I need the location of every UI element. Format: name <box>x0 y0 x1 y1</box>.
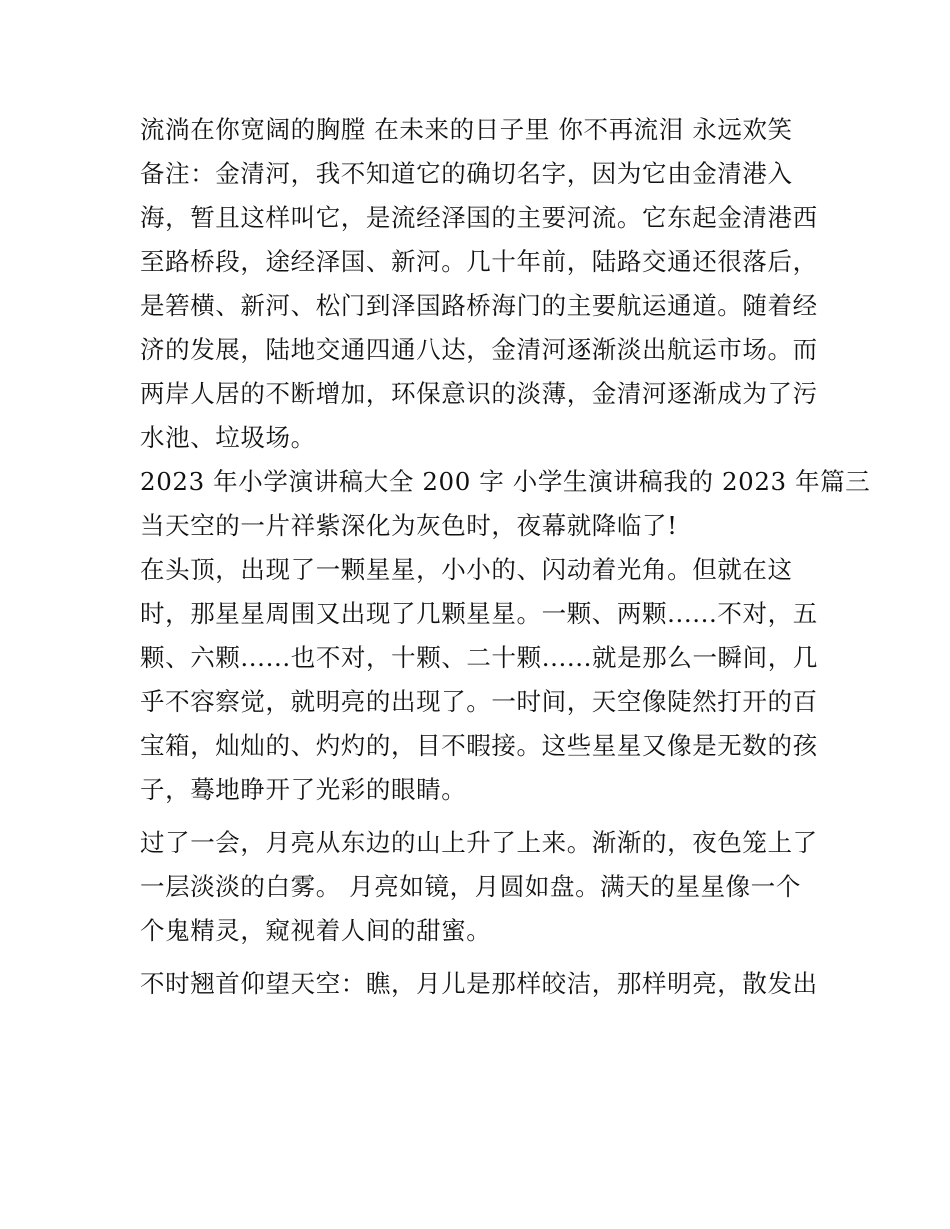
text-line: 海，暂且这样叫它，是流经泽国的主要河流。它东起金清港西 <box>140 203 818 232</box>
text-line: 在头顶，出现了一颗星星，小小的、闪动着光角。但就在这 <box>140 555 793 584</box>
text-line: 时，那星星周围又出现了几颗星星。一颗、两颗......不对，五 <box>140 599 818 628</box>
paragraph-1 <box>140 108 820 152</box>
paragraph-spacing <box>140 812 820 821</box>
text-line: 2023 年小学演讲稿大全 200 字 小学生演讲稿我的 2023 年篇三 <box>140 467 871 496</box>
paragraph-7 <box>140 962 820 1006</box>
text-line: 宝箱，灿灿的、灼灼的，目不暇接。这些星星又像是无数的孩 <box>140 731 818 760</box>
text-line: 子，蓦地睁开了光彩的眼睛。 <box>140 775 467 804</box>
text-line: 个鬼精灵，窥视着人间的甜蜜。 <box>140 916 492 945</box>
text-line: 当天空的一片祥紫深化为灰色时，夜幕就降临了! <box>140 511 678 540</box>
text-line: 一层淡淡的白雾。 月亮如镜，月圆如盘。满天的星星像一个 <box>140 872 801 901</box>
text-line: 流淌在你宽阔的胸膛 在未来的日子里 你不再流泪 永远欢笑 <box>140 115 793 144</box>
paragraph-3-heading <box>140 460 871 504</box>
document-body <box>140 108 871 1006</box>
text-line: 是箬横、新河、松门到泽国路桥海门的主要航运通道。随着经 <box>140 291 818 320</box>
text-line: 过了一会，月亮从东边的山上升了上来。渐渐的，夜色笼上了 <box>140 828 818 857</box>
text-line: 备注：金清河，我不知道它的确切名字，因为它由金清港入 <box>140 159 793 188</box>
text-line: 乎不容察觉，就明亮的出现了。一时间，天空像陡然打开的百 <box>140 687 818 716</box>
text-line: 至路桥段，途经泽国、新河。几十年前，陆路交通还很落后， <box>140 247 818 276</box>
text-line: 两岸人居的不断增加，环保意识的淡薄，金清河逐渐成为了污 <box>140 379 818 408</box>
paragraph-4 <box>140 504 820 548</box>
text-line: 颗、六颗......也不对，十颗、二十颗......就是那么一瞬间，几 <box>140 643 818 672</box>
paragraph-5 <box>140 548 820 812</box>
text-line: 济的发展，陆地交通四通八达，金清河逐渐淡出航运市场。而 <box>140 335 818 364</box>
paragraph-spacing <box>140 953 820 962</box>
paragraph-2 <box>140 152 820 460</box>
text-line: 水池、垃圾场。 <box>140 423 316 452</box>
text-line: 不时翘首仰望天空：瞧，月儿是那样皎洁，那样明亮，散发出 <box>140 969 818 998</box>
paragraph-6 <box>140 821 820 953</box>
